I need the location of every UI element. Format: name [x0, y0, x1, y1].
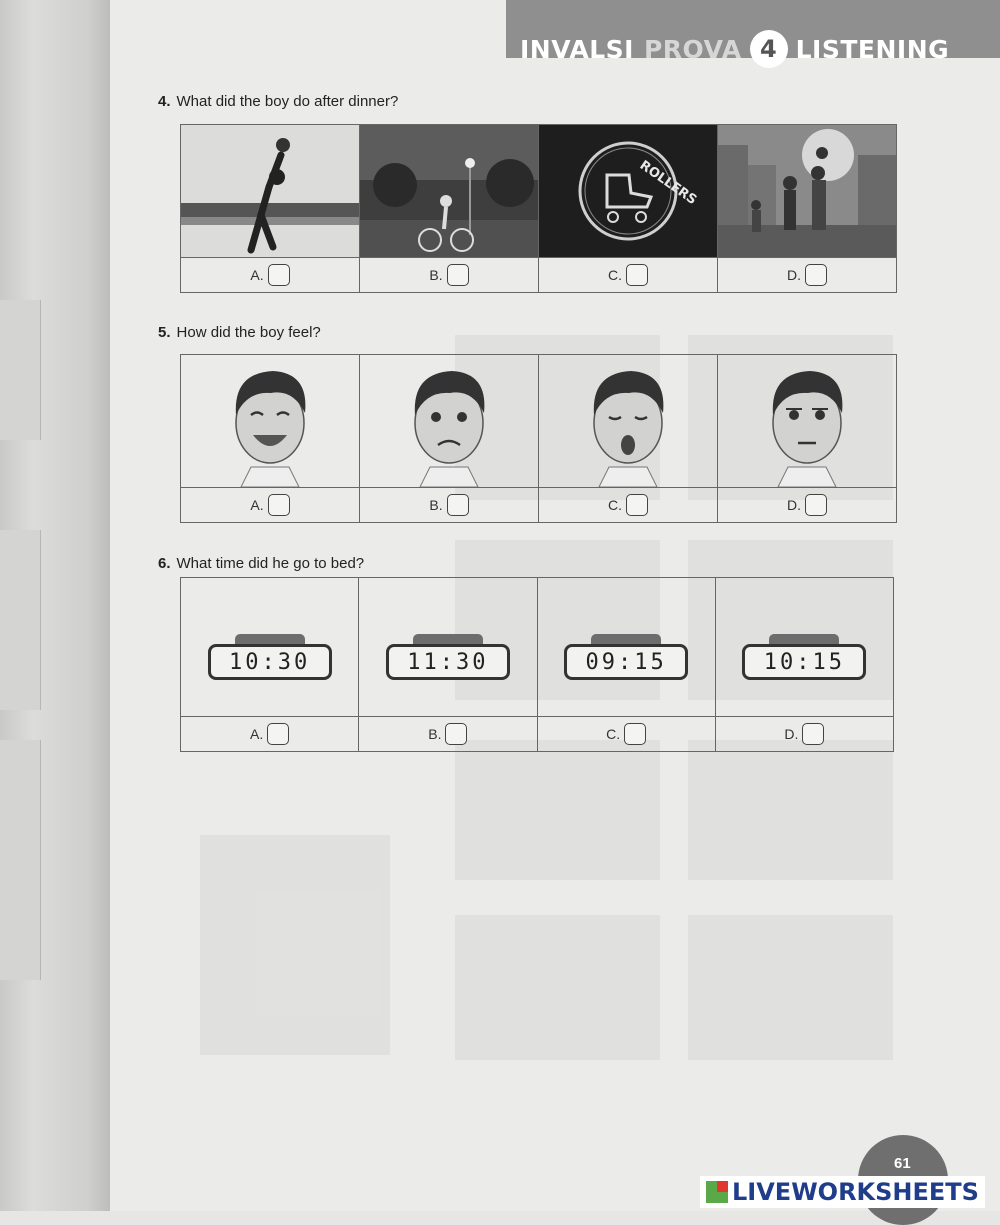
option-a-answer	[181, 258, 360, 293]
answer-checkbox-q5-a[interactable]	[268, 494, 290, 516]
option-label: B.	[429, 497, 443, 513]
bleed-through-image	[455, 915, 660, 1060]
happy-boy-face-icon	[181, 355, 359, 487]
digital-clock-icon	[359, 578, 536, 716]
option-b-answer	[359, 717, 537, 752]
rollers-sign-text: ROLLERS	[636, 157, 700, 209]
answer-checkbox-q4-a[interactable]	[268, 264, 290, 286]
answer-checkbox-q4-d[interactable]	[805, 264, 827, 286]
bleed-through-table	[200, 835, 390, 1055]
answer-checkbox-q5-b[interactable]	[447, 494, 469, 516]
bleed-through-image	[688, 915, 893, 1060]
answer-checkbox-q6-c[interactable]	[624, 723, 646, 745]
option-label: C.	[606, 726, 621, 742]
option-label: D.	[787, 267, 801, 283]
liveworksheets-logo	[700, 1176, 985, 1208]
option-b-answer	[360, 488, 539, 523]
option-label: A.	[250, 497, 264, 513]
listening-label: LISTENING	[795, 34, 950, 64]
option-b-image-cell	[360, 355, 539, 488]
option-b-answer	[360, 258, 539, 293]
answer-checkbox-q6-d[interactable]	[802, 723, 824, 745]
option-label: D.	[784, 726, 799, 742]
option-c-image-cell	[537, 578, 715, 717]
option-c-image-cell	[539, 355, 718, 488]
answer-checkbox-q5-d[interactable]	[805, 494, 827, 516]
answer-checkbox-q6-b[interactable]	[445, 723, 467, 745]
clock-time: 10:15	[742, 644, 866, 680]
invalsi-label: INVALSI	[520, 34, 634, 64]
digital-clock-icon	[538, 578, 715, 716]
prova-label: PROVA	[643, 34, 742, 64]
option-label: B.	[429, 267, 443, 283]
bored-boy-face-icon	[718, 355, 896, 487]
question-number: 4.	[158, 93, 171, 110]
option-d-answer	[715, 717, 893, 752]
question-6-options	[180, 577, 894, 752]
bowling-player-icon	[181, 125, 359, 257]
question-4-options	[180, 124, 897, 293]
clock-time: 11:30	[386, 644, 510, 680]
option-a-image-cell	[181, 578, 359, 717]
option-c-answer	[537, 717, 715, 752]
answer-checkbox-q4-b[interactable]	[447, 264, 469, 286]
question-number: 6.	[158, 555, 171, 572]
option-label: A.	[250, 267, 264, 283]
option-label: D.	[787, 497, 801, 513]
question-4	[158, 93, 398, 110]
test-number-badge: 4	[750, 30, 788, 68]
option-a-answer	[181, 488, 360, 523]
option-d-image-cell	[718, 125, 897, 258]
bleed-through-image	[688, 740, 893, 880]
digital-clock-icon	[716, 578, 893, 716]
question-5-options	[180, 354, 897, 523]
answer-checkbox-q4-c[interactable]	[626, 264, 648, 286]
option-label: C.	[608, 267, 622, 283]
option-a-image-cell	[181, 355, 360, 488]
question-6	[158, 555, 364, 572]
clock-time: 09:15	[564, 644, 688, 680]
option-c-image-cell	[539, 125, 718, 258]
answer-checkbox-q5-c[interactable]	[626, 494, 648, 516]
option-d-image-cell	[715, 578, 893, 717]
option-label: A.	[250, 726, 264, 742]
spine-box	[0, 300, 41, 440]
option-a-answer	[181, 717, 359, 752]
option-a-image-cell	[181, 125, 360, 258]
brand-name: LIVEWORKSHEETS	[732, 1178, 979, 1206]
book-spine	[0, 0, 110, 1211]
option-b-image-cell	[359, 578, 537, 717]
option-label: B.	[428, 726, 442, 742]
rollers-neon-sign-icon	[539, 125, 717, 257]
girl-cycling-park-icon	[360, 125, 538, 257]
answer-checkbox-q6-a[interactable]	[267, 723, 289, 745]
option-b-image-cell	[360, 125, 539, 258]
option-c-answer	[539, 258, 718, 293]
question-text: What time did he go to bed?	[176, 555, 365, 572]
option-c-answer	[539, 488, 718, 523]
liveworksheets-logo-icon	[706, 1181, 728, 1203]
option-d-answer	[718, 488, 897, 523]
section-title	[520, 30, 949, 68]
page-number: 61	[894, 1155, 911, 1172]
question-text: What did the boy do after dinner?	[176, 93, 399, 110]
question-5	[158, 324, 321, 341]
digital-clock-icon	[181, 578, 358, 716]
bleed-through-image	[455, 740, 660, 880]
question-text: How did the boy feel?	[176, 324, 321, 341]
spine-box	[0, 530, 41, 710]
option-d-answer	[718, 258, 897, 293]
clock-time: 10:30	[208, 644, 332, 680]
option-d-image-cell	[718, 355, 897, 488]
spine-box	[0, 740, 41, 980]
sad-boy-face-icon	[360, 355, 538, 487]
option-label: C.	[608, 497, 622, 513]
family-walk-icon	[718, 125, 896, 257]
yawning-boy-face-icon	[539, 355, 717, 487]
question-number: 5.	[158, 324, 171, 341]
